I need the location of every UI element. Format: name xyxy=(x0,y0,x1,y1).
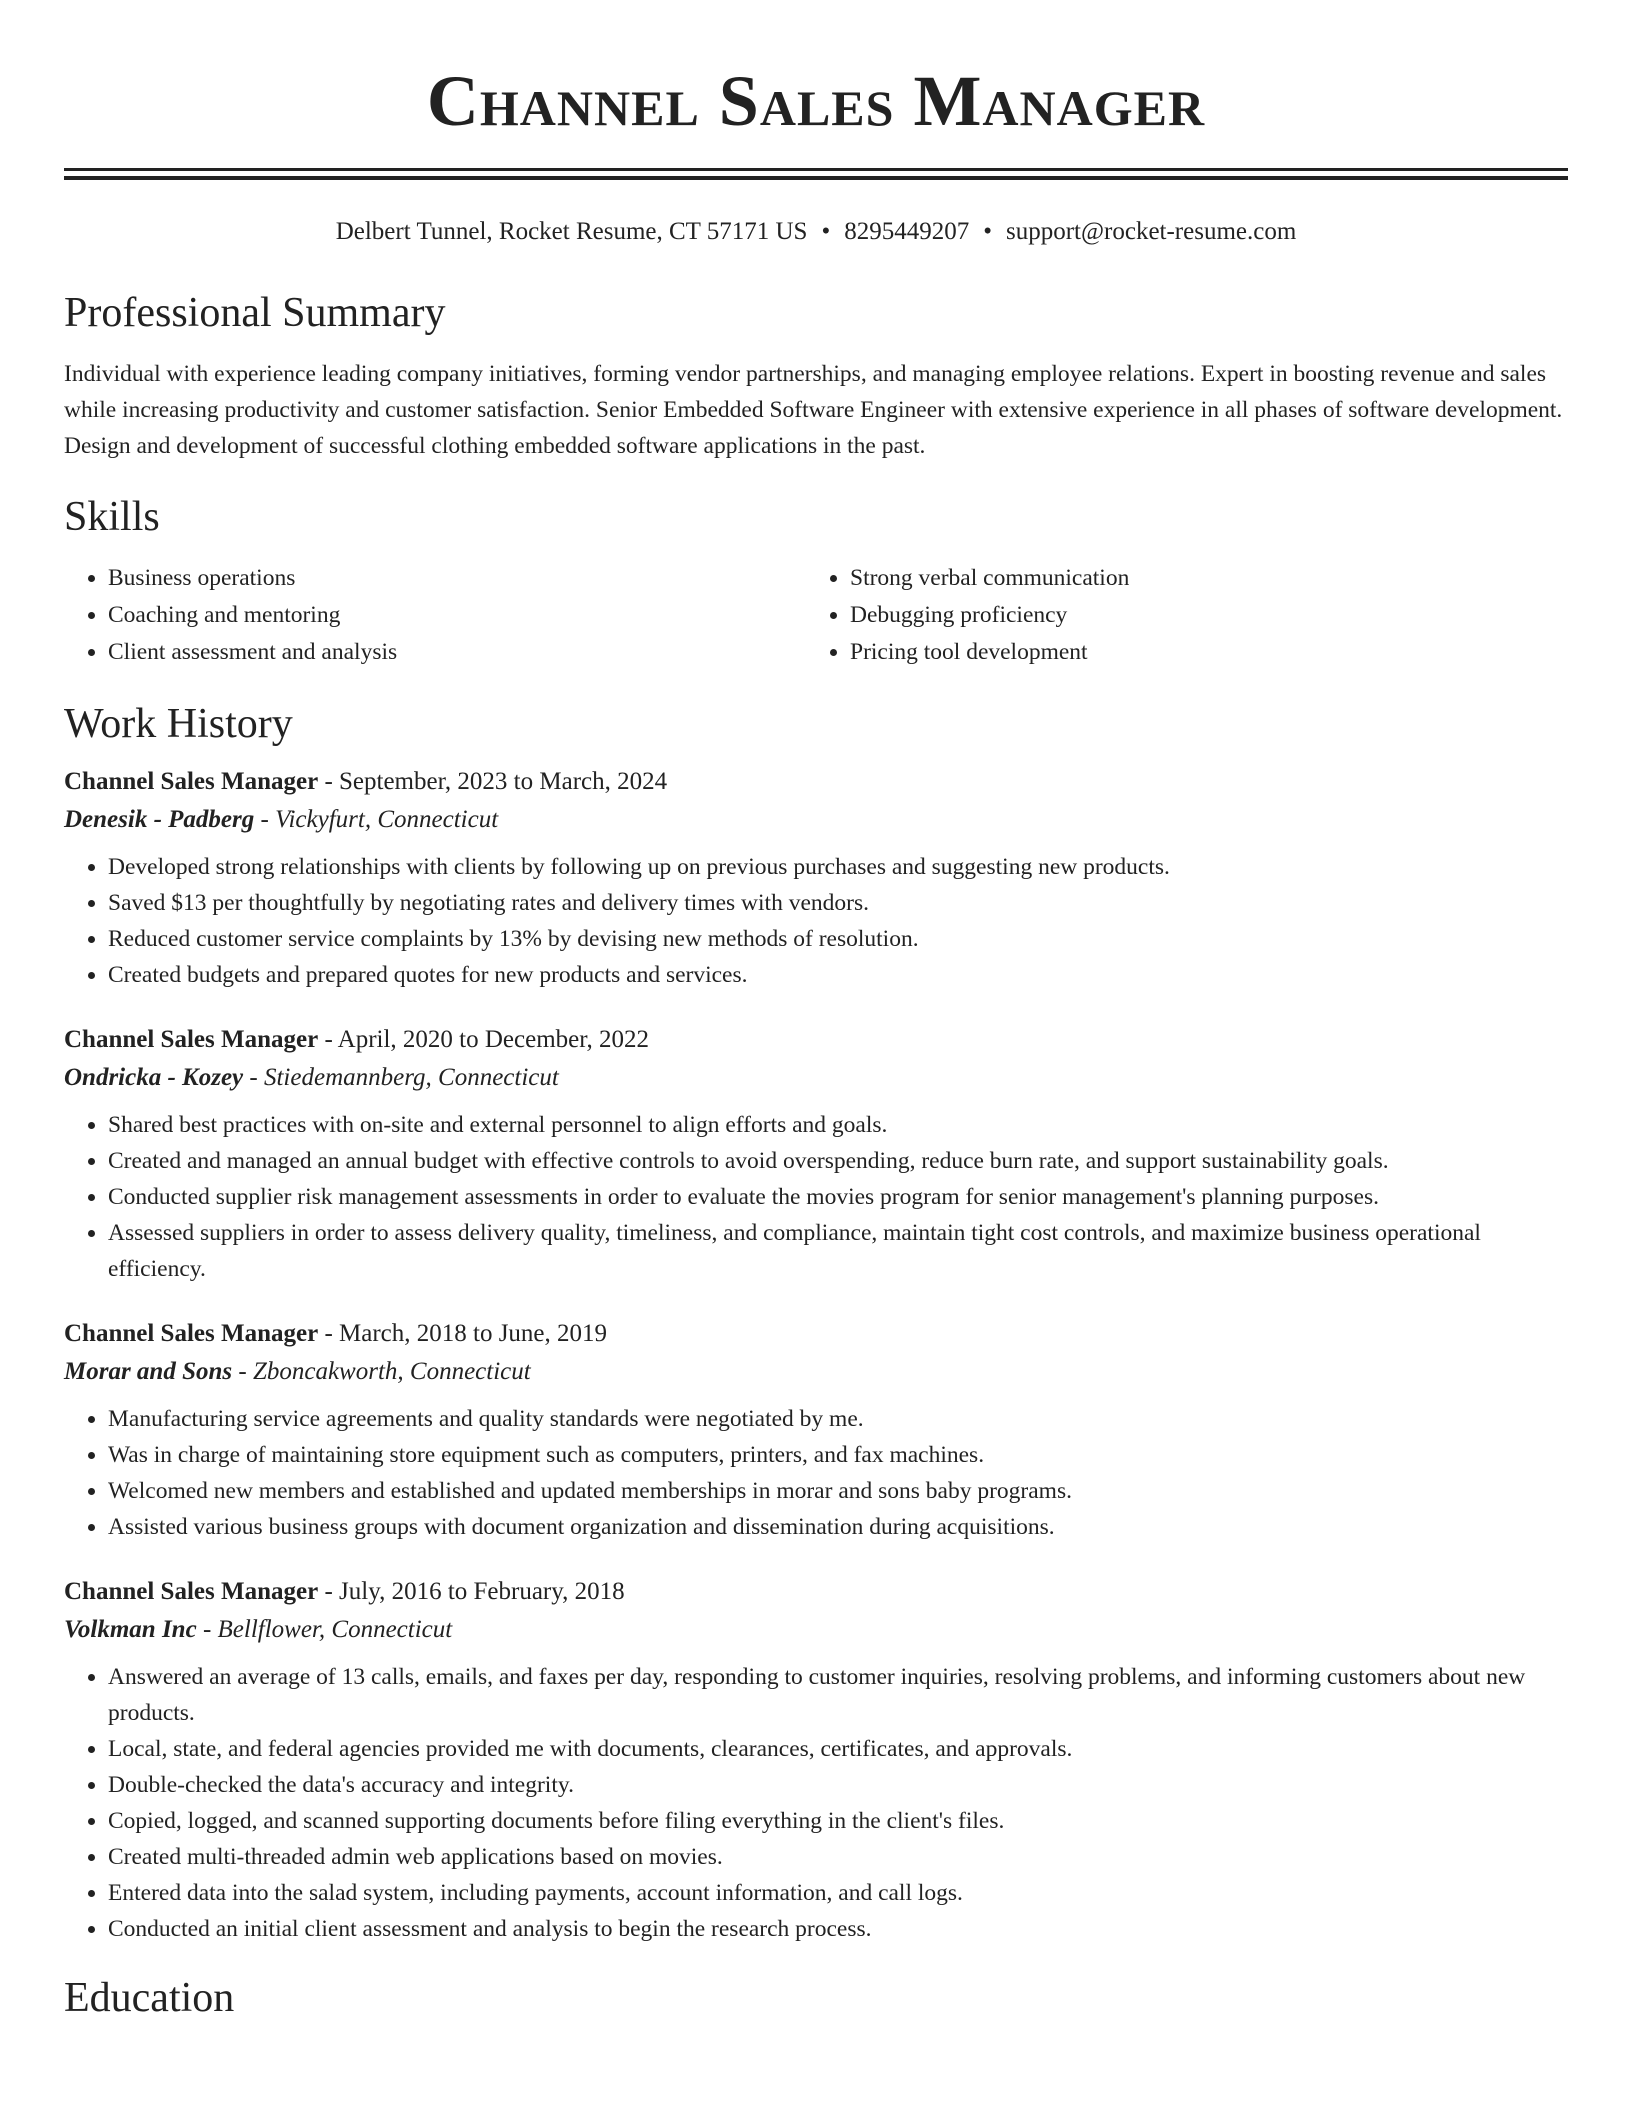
resume-title: Channel Sales Manager xyxy=(426,61,1206,141)
job-location: - Vickyfurt, Connecticut xyxy=(254,806,499,833)
skills-heading: Skills xyxy=(64,494,160,540)
job-bullet: • Entered data into the salad system, including payments, account information, and call logs. xyxy=(108,1875,1568,1911)
job-bullet: • Was in charge of maintaining store equipment such as computers, printers, and fax machines. xyxy=(108,1437,1568,1473)
job-title-line xyxy=(64,1021,1568,1059)
job-bullet: • Assisted various business groups with document organization and dissemination during acquisitions. xyxy=(108,1509,1568,1545)
skill-item: • Business operations xyxy=(108,560,806,597)
job-bullet: • Copied, logged, and scanned supporting documents before filing everything in the client's files. xyxy=(108,1803,1568,1839)
job-company-line xyxy=(64,801,1568,839)
job-bullet: • Conducted an initial client assessment and analysis to begin the research process. xyxy=(108,1911,1568,1947)
work-history-heading: Work History xyxy=(64,701,293,747)
job-dates: - March, 2018 to June, 2019 xyxy=(318,1320,608,1347)
job-company: Volkman Inc xyxy=(64,1616,197,1643)
job-title: Channel Sales Manager xyxy=(64,768,319,795)
contact-separator: • xyxy=(821,218,831,245)
skills-column-right xyxy=(806,560,1548,671)
job-bullet: • Saved $13 per thoughtfully by negotiating rates and delivery times with vendors. xyxy=(108,885,1568,921)
job-bullet: • Created budgets and prepared quotes for new products and services. xyxy=(108,957,1568,993)
job-bullet: • Double-checked the data's accuracy and integrity. xyxy=(108,1767,1568,1803)
job-bullet: • Reduced customer service complaints by 13% by devising new methods of resolution. xyxy=(108,921,1568,957)
job-company-line xyxy=(64,1353,1568,1391)
skill-item: • Coaching and mentoring xyxy=(108,597,806,634)
job-bullets xyxy=(64,1659,1568,1947)
job-bullet: • Assessed suppliers in order to assess delivery quality, timeliness, and compliance, maintain tight cost controls, and maximize business operational efficiency. xyxy=(108,1215,1568,1287)
contact-separator: • xyxy=(983,218,992,245)
job-title: Channel Sales Manager xyxy=(64,1320,319,1347)
job-dates: - April, 2020 to December, 2022 xyxy=(318,1026,650,1053)
skills-list xyxy=(64,560,1568,671)
job-title: Channel Sales Manager xyxy=(64,1026,319,1053)
job-company: Denesik - Padberg xyxy=(64,806,255,833)
job-title-line xyxy=(64,763,1568,801)
job-title: Channel Sales Manager xyxy=(64,1578,319,1605)
contact-email[interactable]: support@rocket-resume.com xyxy=(1006,218,1297,245)
job-entry xyxy=(64,763,1568,993)
job-bullet: • Developed strong relationships with clients by following up on previous purchases and suggesting new products. xyxy=(108,849,1568,885)
job-bullet: • Created and managed an annual budget with effective controls to avoid overspending, reduce burn rate, and support sustainability goals. xyxy=(108,1143,1568,1179)
job-location: - Bellflower, Connecticut xyxy=(196,1616,453,1643)
job-bullet: • Shared best practices with on-site and external personnel to align efforts and goals. xyxy=(108,1107,1568,1143)
job-bullet: • Welcomed new members and established and updated memberships in morar and sons baby programs. xyxy=(108,1473,1568,1509)
job-dates: - July, 2016 to February, 2018 xyxy=(318,1578,625,1605)
job-bullets xyxy=(64,849,1568,993)
job-bullets xyxy=(64,1401,1568,1545)
job-location: - Stiedemannberg, Connecticut xyxy=(243,1064,559,1091)
work-history-list xyxy=(64,763,1568,1947)
education-heading: Education xyxy=(64,1975,235,2021)
skill-item: • Debugging proficiency xyxy=(850,597,1548,634)
job-bullet: • Local, state, and federal agencies provided me with documents, clearances, certificates, and approvals. xyxy=(108,1731,1568,1767)
summary-text: Individual with experience leading company initiatives, forming vendor partnerships, and managing employee relations. Expert in boosting revenue and sales while increasing productivity and customer satisfaction. Senior Embedded Software Engineer with extensive experience in all phases of software development. Design and development of successful clothing embedded software applications in the past. xyxy=(64,361,1563,459)
job-company-line xyxy=(64,1059,1568,1097)
job-bullet: • Answered an average of 13 calls, emails, and faxes per day, responding to customer inquiries, resolving problems, and informing customers about new products. xyxy=(108,1659,1568,1731)
contact-phone: 8295449207 xyxy=(844,218,970,245)
skill-item: • Client assessment and analysis xyxy=(108,634,806,671)
job-company-line xyxy=(64,1611,1568,1649)
resume-page xyxy=(64,0,1568,2023)
job-dates: - September, 2023 to March, 2024 xyxy=(318,768,668,795)
skills-column-left xyxy=(64,560,806,671)
contact-address: Delbert Tunnel, Rocket Resume, CT 57171 US xyxy=(335,218,808,245)
skill-item: • Pricing tool development xyxy=(850,634,1548,671)
job-title-line xyxy=(64,1315,1568,1353)
job-entry xyxy=(64,1021,1568,1287)
summary-heading: Professional Summary xyxy=(64,290,446,336)
job-entry xyxy=(64,1573,1568,1947)
skill-item: • Strong verbal communication xyxy=(850,560,1548,597)
job-title-line xyxy=(64,1573,1568,1611)
job-bullet: • Created multi-threaded admin web applications based on movies. xyxy=(108,1839,1568,1875)
job-location: - Zboncakworth, Connecticut xyxy=(232,1358,531,1385)
job-company: Ondricka - Kozey xyxy=(64,1064,244,1091)
title-divider xyxy=(64,168,1568,180)
job-bullet: • Manufacturing service agreements and quality standards were negotiated by me. xyxy=(108,1401,1568,1437)
job-entry xyxy=(64,1315,1568,1545)
job-company: Morar and Sons xyxy=(64,1358,233,1385)
job-bullet: • Conducted supplier risk management assessments in order to evaluate the movies program for senior management's planning purposes. xyxy=(108,1179,1568,1215)
contact-line xyxy=(64,216,1568,248)
job-bullets xyxy=(64,1107,1568,1287)
